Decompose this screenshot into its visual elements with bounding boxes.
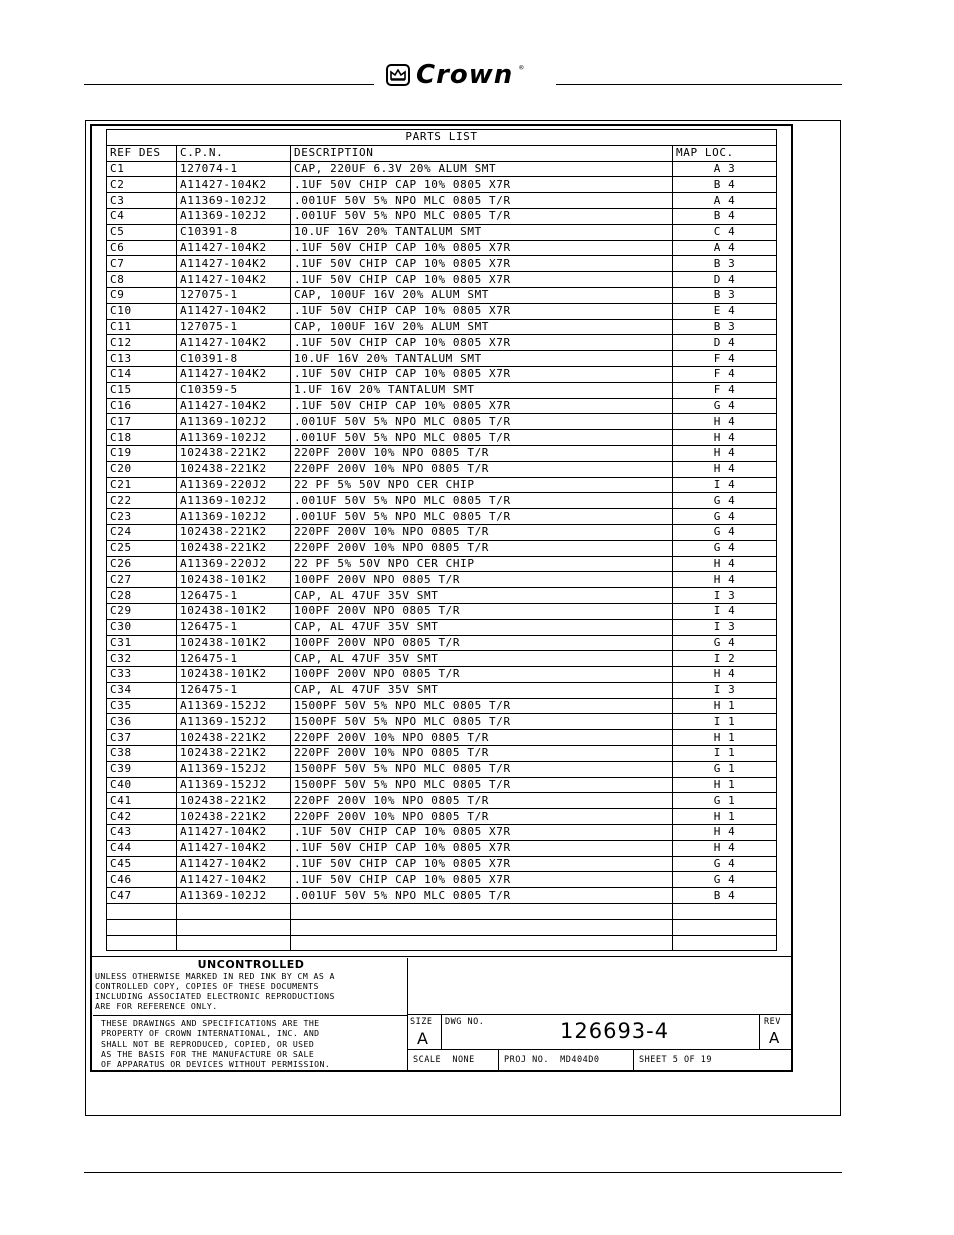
- cell-description: 10.UF 16V 20% TANTALUM SMT: [291, 351, 673, 367]
- cell-ref-des: C13: [107, 351, 177, 367]
- table-row: [107, 556, 777, 572]
- cell-map-loc: H 4: [673, 430, 777, 446]
- table-row: [107, 888, 777, 904]
- cell-cpn: 126475-1: [177, 682, 291, 698]
- project-number-text: PROJ NO. MD404D0: [504, 1055, 600, 1065]
- cell-cpn: A11427-104K2: [177, 366, 291, 382]
- cell-description: CAP, AL 47UF 35V SMT: [291, 651, 673, 667]
- uncontrolled-title: UNCONTROLLED: [197, 958, 305, 971]
- cell-cpn: A11427-104K2: [177, 825, 291, 841]
- scale-cell: [407, 1049, 499, 1071]
- cell-map-loc: I 1: [673, 714, 777, 730]
- table-row: [107, 240, 777, 256]
- cell-map-loc: F 4: [673, 382, 777, 398]
- cell-map-loc: D 4: [673, 335, 777, 351]
- parts-list-header-row: [107, 145, 777, 161]
- cell-description: 1.UF 16V 20% TANTALUM SMT: [291, 382, 673, 398]
- cell-cpn: A11369-152J2: [177, 761, 291, 777]
- table-row: [107, 461, 777, 477]
- table-row: [107, 272, 777, 288]
- cell-ref-des: C27: [107, 572, 177, 588]
- cell-map-loc: B 3: [673, 319, 777, 335]
- uncontrolled-line: INCLUDING ASSOCIATED ELECTRONIC REPRODUCTIONS: [95, 991, 335, 1001]
- table-row: [107, 303, 777, 319]
- parts-list-table: [106, 129, 777, 951]
- cell-description: 1500PF 50V 5% NPO MLC 0805 T/R: [291, 714, 673, 730]
- cell-cpn: 102438-221K2: [177, 746, 291, 762]
- table-row: [107, 193, 777, 209]
- table-row: [107, 256, 777, 272]
- cell-description: .1UF 50V CHIP CAP 10% 0805 X7R: [291, 272, 673, 288]
- cell-description: 220PF 200V 10% NPO 0805 T/R: [291, 540, 673, 556]
- uncontrolled-notice: [93, 958, 409, 1016]
- table-row: [107, 588, 777, 604]
- cell-map-loc: D 4: [673, 272, 777, 288]
- header-rule-right: [556, 84, 842, 85]
- cell-map-loc: G 4: [673, 856, 777, 872]
- cell-cpn: A11427-104K2: [177, 840, 291, 856]
- cell-cpn: A11369-102J2: [177, 430, 291, 446]
- table-row: [107, 572, 777, 588]
- cell-cpn: 126475-1: [177, 651, 291, 667]
- cell-ref-des: C7: [107, 256, 177, 272]
- cell-ref-des: C22: [107, 493, 177, 509]
- cell-ref-des: C9: [107, 287, 177, 303]
- cell-description: .1UF 50V CHIP CAP 10% 0805 X7R: [291, 856, 673, 872]
- cell-ref-des: C20: [107, 461, 177, 477]
- table-row: [107, 730, 777, 746]
- cell-cpn: 102438-221K2: [177, 730, 291, 746]
- cell-ref-des: C5: [107, 224, 177, 240]
- cell-cpn: 102438-101K2: [177, 572, 291, 588]
- cell-description: 220PF 200V 10% NPO 0805 T/R: [291, 809, 673, 825]
- cell-cpn: A11369-102J2: [177, 888, 291, 904]
- cell-map-loc: G 4: [673, 509, 777, 525]
- cell-description: CAP, AL 47UF 35V SMT: [291, 588, 673, 604]
- cell-map-loc: H 4: [673, 667, 777, 683]
- cell-ref-des: C12: [107, 335, 177, 351]
- cell-cpn: 126475-1: [177, 619, 291, 635]
- cell-description: 1500PF 50V 5% NPO MLC 0805 T/R: [291, 761, 673, 777]
- cell-map-loc: H 4: [673, 825, 777, 841]
- cell-cpn: 102438-221K2: [177, 524, 291, 540]
- cell-map-loc: I 3: [673, 588, 777, 604]
- cell-description: CAP, 220UF 6.3V 20% ALUM SMT: [291, 161, 673, 177]
- cell-ref-des: C6: [107, 240, 177, 256]
- drawing-number-label: DWG NO.: [445, 1017, 485, 1027]
- cell-ref-des: C45: [107, 856, 177, 872]
- table-row: [107, 319, 777, 335]
- cell-description: .1UF 50V CHIP CAP 10% 0805 X7R: [291, 825, 673, 841]
- sheet-number-text: SHEET 5 OF 19: [639, 1055, 713, 1065]
- cell-map-loc: B 4: [673, 888, 777, 904]
- cell-ref-des: C39: [107, 761, 177, 777]
- table-row: [107, 698, 777, 714]
- cell-ref-des: C15: [107, 382, 177, 398]
- cell-description: .1UF 50V CHIP CAP 10% 0805 X7R: [291, 177, 673, 193]
- property-line: SHALL NOT BE REPRODUCED, COPIED, OR USED: [101, 1038, 315, 1049]
- table-row: [107, 919, 777, 935]
- cell-ref-des: C42: [107, 809, 177, 825]
- cell-cpn: A11369-102J2: [177, 208, 291, 224]
- cell-description: .001UF 50V 5% NPO MLC 0805 T/R: [291, 430, 673, 446]
- table-row: [107, 872, 777, 888]
- cell-description: CAP, 100UF 16V 20% ALUM SMT: [291, 319, 673, 335]
- cell-ref-des: C41: [107, 793, 177, 809]
- cell-cpn: A11427-104K2: [177, 856, 291, 872]
- table-row: [107, 493, 777, 509]
- cell-ref-des: C2: [107, 177, 177, 193]
- table-row: [107, 667, 777, 683]
- cell-description: .1UF 50V CHIP CAP 10% 0805 X7R: [291, 872, 673, 888]
- cell-description: .001UF 50V 5% NPO MLC 0805 T/R: [291, 193, 673, 209]
- cell-ref-des: C32: [107, 651, 177, 667]
- table-row: [107, 603, 777, 619]
- table-row: [107, 445, 777, 461]
- cell-cpn: A11427-104K2: [177, 872, 291, 888]
- cell-ref-des: C25: [107, 540, 177, 556]
- table-row: [107, 161, 777, 177]
- cell-map-loc: H 4: [673, 461, 777, 477]
- cell-description: .1UF 50V CHIP CAP 10% 0805 X7R: [291, 335, 673, 351]
- cell-cpn: C10359-5: [177, 382, 291, 398]
- cell-map-loc: G 4: [673, 872, 777, 888]
- cell-description: .001UF 50V 5% NPO MLC 0805 T/R: [291, 414, 673, 430]
- cell-cpn: 102438-101K2: [177, 635, 291, 651]
- cell-description: 220PF 200V 10% NPO 0805 T/R: [291, 746, 673, 762]
- cell-map-loc: A 4: [673, 240, 777, 256]
- cell-map-loc: G 4: [673, 540, 777, 556]
- cell-description: .1UF 50V CHIP CAP 10% 0805 X7R: [291, 840, 673, 856]
- property-notice: [93, 1015, 407, 1070]
- cell-description: .1UF 50V CHIP CAP 10% 0805 X7R: [291, 366, 673, 382]
- cell-ref-des: C34: [107, 682, 177, 698]
- cell-description: 22 PF 5% 50V NPO CER CHIP: [291, 477, 673, 493]
- size-value: A: [417, 1029, 428, 1048]
- cell-ref-des: C19: [107, 445, 177, 461]
- cell-cpn: A11427-104K2: [177, 177, 291, 193]
- cell-description: CAP, AL 47UF 35V SMT: [291, 619, 673, 635]
- uncontrolled-line: UNLESS OTHERWISE MARKED IN RED INK BY CM AS A: [95, 971, 335, 981]
- table-row: [107, 509, 777, 525]
- cell-map-loc: G 1: [673, 761, 777, 777]
- cell-cpn: A11369-220J2: [177, 556, 291, 572]
- scale-text: SCALE NONE: [413, 1055, 475, 1065]
- uncontrolled-line: ARE FOR REFERENCE ONLY.: [95, 1001, 218, 1011]
- notice-top-rule: [92, 956, 792, 957]
- cell-description: 100PF 200V NPO 0805 T/R: [291, 635, 673, 651]
- cell-description: 22 PF 5% 50V NPO CER CHIP: [291, 556, 673, 572]
- cell-description: .001UF 50V 5% NPO MLC 0805 T/R: [291, 509, 673, 525]
- table-row: [107, 904, 777, 920]
- cell-description: 220PF 200V 10% NPO 0805 T/R: [291, 445, 673, 461]
- cell-map-loc: H 1: [673, 730, 777, 746]
- cell-description: CAP, AL 47UF 35V SMT: [291, 682, 673, 698]
- cell-map-loc: H 4: [673, 840, 777, 856]
- table-row: [107, 382, 777, 398]
- cell-ref-des: C21: [107, 477, 177, 493]
- table-row: [107, 825, 777, 841]
- cell-cpn: 127075-1: [177, 319, 291, 335]
- cell-map-loc: I 4: [673, 603, 777, 619]
- table-row: [107, 746, 777, 762]
- cell-description: .001UF 50V 5% NPO MLC 0805 T/R: [291, 208, 673, 224]
- column-header-map-loc: MAP LOC.: [673, 145, 777, 161]
- size-label: SIZE: [410, 1017, 433, 1027]
- revision-value: A: [769, 1029, 780, 1047]
- cell-ref-des: C1: [107, 161, 177, 177]
- cell-ref-des: C16: [107, 398, 177, 414]
- table-row: [107, 682, 777, 698]
- header-rule-left: [84, 84, 374, 85]
- table-row: [107, 714, 777, 730]
- cell-ref-des: C38: [107, 746, 177, 762]
- table-row: [107, 177, 777, 193]
- cell-ref-des: [107, 935, 177, 951]
- column-header-description: DESCRIPTION: [291, 145, 673, 161]
- table-row: [107, 208, 777, 224]
- cell-description: CAP, 100UF 16V 20% ALUM SMT: [291, 287, 673, 303]
- table-row: [107, 430, 777, 446]
- cell-map-loc: I 3: [673, 682, 777, 698]
- cell-map-loc: H 4: [673, 414, 777, 430]
- cell-map-loc: G 4: [673, 635, 777, 651]
- cell-ref-des: [107, 919, 177, 935]
- table-row: [107, 335, 777, 351]
- cell-cpn: C10391-8: [177, 351, 291, 367]
- cell-ref-des: C40: [107, 777, 177, 793]
- cell-cpn: A11427-104K2: [177, 398, 291, 414]
- cell-description: 100PF 200V NPO 0805 T/R: [291, 572, 673, 588]
- property-line: PROPERTY OF CROWN INTERNATIONAL, INC. AND: [101, 1028, 320, 1039]
- table-row: [107, 793, 777, 809]
- table-row: [107, 761, 777, 777]
- property-line: OF APPARATUS OR DEVICES WITHOUT PERMISSION.: [101, 1059, 331, 1070]
- cell-map-loc: F 4: [673, 351, 777, 367]
- cell-description: 220PF 200V 10% NPO 0805 T/R: [291, 730, 673, 746]
- cell-map-loc: I 1: [673, 746, 777, 762]
- cell-ref-des: C36: [107, 714, 177, 730]
- property-line: THESE DRAWINGS AND SPECIFICATIONS ARE THE: [101, 1018, 320, 1028]
- cell-description: 220PF 200V 10% NPO 0805 T/R: [291, 461, 673, 477]
- cell-ref-des: C43: [107, 825, 177, 841]
- cell-ref-des: C24: [107, 524, 177, 540]
- cell-ref-des: C23: [107, 509, 177, 525]
- cell-cpn: A11369-152J2: [177, 777, 291, 793]
- table-row: [107, 540, 777, 556]
- cell-ref-des: C4: [107, 208, 177, 224]
- table-row: [107, 651, 777, 667]
- cell-description: 220PF 200V 10% NPO 0805 T/R: [291, 793, 673, 809]
- cell-description: .1UF 50V CHIP CAP 10% 0805 X7R: [291, 240, 673, 256]
- cell-ref-des: C14: [107, 366, 177, 382]
- table-row: [107, 366, 777, 382]
- cell-description: [291, 904, 673, 920]
- cell-description: 10.UF 16V 20% TANTALUM SMT: [291, 224, 673, 240]
- cell-map-loc: G 1: [673, 793, 777, 809]
- cell-map-loc: B 4: [673, 177, 777, 193]
- cell-cpn: A11369-152J2: [177, 714, 291, 730]
- cell-ref-des: C37: [107, 730, 177, 746]
- cell-ref-des: C47: [107, 888, 177, 904]
- registered-mark: ®: [519, 64, 524, 72]
- cell-description: 1500PF 50V 5% NPO MLC 0805 T/R: [291, 777, 673, 793]
- table-row: [107, 635, 777, 651]
- size-cell: [407, 1014, 442, 1050]
- cell-cpn: A11369-102J2: [177, 414, 291, 430]
- cell-cpn: A11427-104K2: [177, 335, 291, 351]
- revision-cell: [759, 1014, 792, 1050]
- cell-ref-des: C10: [107, 303, 177, 319]
- cell-ref-des: C33: [107, 667, 177, 683]
- cell-map-loc: H 4: [673, 572, 777, 588]
- cell-cpn: 102438-221K2: [177, 540, 291, 556]
- table-row: [107, 351, 777, 367]
- cell-map-loc: B 4: [673, 208, 777, 224]
- cell-map-loc: B 3: [673, 256, 777, 272]
- cell-map-loc: H 1: [673, 777, 777, 793]
- crown-icon: [386, 64, 410, 86]
- cell-ref-des: C18: [107, 430, 177, 446]
- cell-description: 100PF 200V NPO 0805 T/R: [291, 667, 673, 683]
- cell-description: .1UF 50V CHIP CAP 10% 0805 X7R: [291, 256, 673, 272]
- cell-cpn: 127075-1: [177, 287, 291, 303]
- cell-cpn: A11369-102J2: [177, 493, 291, 509]
- cell-description: [291, 935, 673, 951]
- table-row: [107, 619, 777, 635]
- cell-map-loc: H 4: [673, 556, 777, 572]
- cell-ref-des: C35: [107, 698, 177, 714]
- table-row: [107, 524, 777, 540]
- cell-ref-des: C46: [107, 872, 177, 888]
- cell-map-loc: I 4: [673, 477, 777, 493]
- property-line: AS THE BASIS FOR THE MANUFACTURE OR SALE: [101, 1048, 315, 1059]
- cell-map-loc: F 4: [673, 366, 777, 382]
- cell-ref-des: C28: [107, 588, 177, 604]
- cell-map-loc: I 3: [673, 619, 777, 635]
- cell-cpn: A11369-102J2: [177, 509, 291, 525]
- cell-description: 100PF 200V NPO 0805 T/R: [291, 603, 673, 619]
- cell-map-loc: [673, 904, 777, 920]
- cell-ref-des: C29: [107, 603, 177, 619]
- cell-description: 1500PF 50V 5% NPO MLC 0805 T/R: [291, 698, 673, 714]
- cell-description: .001UF 50V 5% NPO MLC 0805 T/R: [291, 888, 673, 904]
- drawing-number-cell: [441, 1014, 760, 1050]
- sheet-number-cell: [633, 1049, 792, 1071]
- cell-map-loc: H 1: [673, 698, 777, 714]
- cell-cpn: A11427-104K2: [177, 240, 291, 256]
- cell-cpn: A11369-152J2: [177, 698, 291, 714]
- cell-cpn: [177, 935, 291, 951]
- column-header-cpn: C.P.N.: [177, 145, 291, 161]
- table-row: [107, 777, 777, 793]
- cell-map-loc: H 4: [673, 445, 777, 461]
- cell-map-loc: [673, 935, 777, 951]
- footer-rule: [84, 1172, 842, 1173]
- cell-cpn: 102438-221K2: [177, 461, 291, 477]
- uncontrolled-text: [93, 971, 409, 1011]
- revision-label: REV: [764, 1017, 781, 1027]
- table-row: [107, 398, 777, 414]
- cell-cpn: A11427-104K2: [177, 256, 291, 272]
- cell-ref-des: C3: [107, 193, 177, 209]
- cell-ref-des: [107, 904, 177, 920]
- table-row: [107, 856, 777, 872]
- table-row: [107, 287, 777, 303]
- cell-cpn: 102438-101K2: [177, 603, 291, 619]
- uncontrolled-line: CONTROLLED COPY, COPIES OF THESE DOCUMENTS: [95, 981, 319, 991]
- cell-map-loc: G 4: [673, 398, 777, 414]
- table-row: [107, 809, 777, 825]
- cell-ref-des: C11: [107, 319, 177, 335]
- cell-map-loc: G 4: [673, 524, 777, 540]
- parts-list-body: [107, 161, 777, 951]
- cell-map-loc: A 3: [673, 161, 777, 177]
- cell-ref-des: C31: [107, 635, 177, 651]
- cell-map-loc: I 2: [673, 651, 777, 667]
- table-row: [107, 414, 777, 430]
- table-row: [107, 935, 777, 951]
- table-row: [107, 840, 777, 856]
- cell-cpn: 102438-221K2: [177, 445, 291, 461]
- cell-map-loc: C 4: [673, 224, 777, 240]
- cell-ref-des: C8: [107, 272, 177, 288]
- table-row: [107, 477, 777, 493]
- cell-cpn: A11369-220J2: [177, 477, 291, 493]
- parts-list-title: PARTS LIST: [107, 130, 777, 146]
- cell-cpn: [177, 919, 291, 935]
- cell-description: .1UF 50V CHIP CAP 10% 0805 X7R: [291, 398, 673, 414]
- cell-description: .1UF 50V CHIP CAP 10% 0805 X7R: [291, 303, 673, 319]
- cell-map-loc: H 1: [673, 809, 777, 825]
- cell-ref-des: C17: [107, 414, 177, 430]
- cell-ref-des: C44: [107, 840, 177, 856]
- cell-description: [291, 919, 673, 935]
- cell-cpn: A11427-104K2: [177, 303, 291, 319]
- project-number-cell: [498, 1049, 634, 1071]
- cell-cpn: A11427-104K2: [177, 272, 291, 288]
- parts-list-title-row: [107, 130, 777, 146]
- cell-ref-des: C30: [107, 619, 177, 635]
- cell-cpn: C10391-8: [177, 224, 291, 240]
- cell-map-loc: B 3: [673, 287, 777, 303]
- crown-logo: [386, 62, 552, 88]
- cell-description: .001UF 50V 5% NPO MLC 0805 T/R: [291, 493, 673, 509]
- cell-cpn: 102438-101K2: [177, 667, 291, 683]
- cell-cpn: 126475-1: [177, 588, 291, 604]
- cell-map-loc: [673, 919, 777, 935]
- cell-ref-des: C26: [107, 556, 177, 572]
- cell-cpn: 102438-221K2: [177, 809, 291, 825]
- cell-map-loc: G 4: [673, 493, 777, 509]
- cell-cpn: [177, 904, 291, 920]
- column-header-ref-des: REF DES: [107, 145, 177, 161]
- cell-description: 220PF 200V 10% NPO 0805 T/R: [291, 524, 673, 540]
- brand-name: Crown: [416, 60, 514, 90]
- cell-map-loc: E 4: [673, 303, 777, 319]
- cell-cpn: 102438-221K2: [177, 793, 291, 809]
- drawing-number-value: 126693-4: [560, 1019, 670, 1043]
- table-row: [107, 224, 777, 240]
- cell-cpn: 127074-1: [177, 161, 291, 177]
- cell-map-loc: A 4: [673, 193, 777, 209]
- cell-cpn: A11369-102J2: [177, 193, 291, 209]
